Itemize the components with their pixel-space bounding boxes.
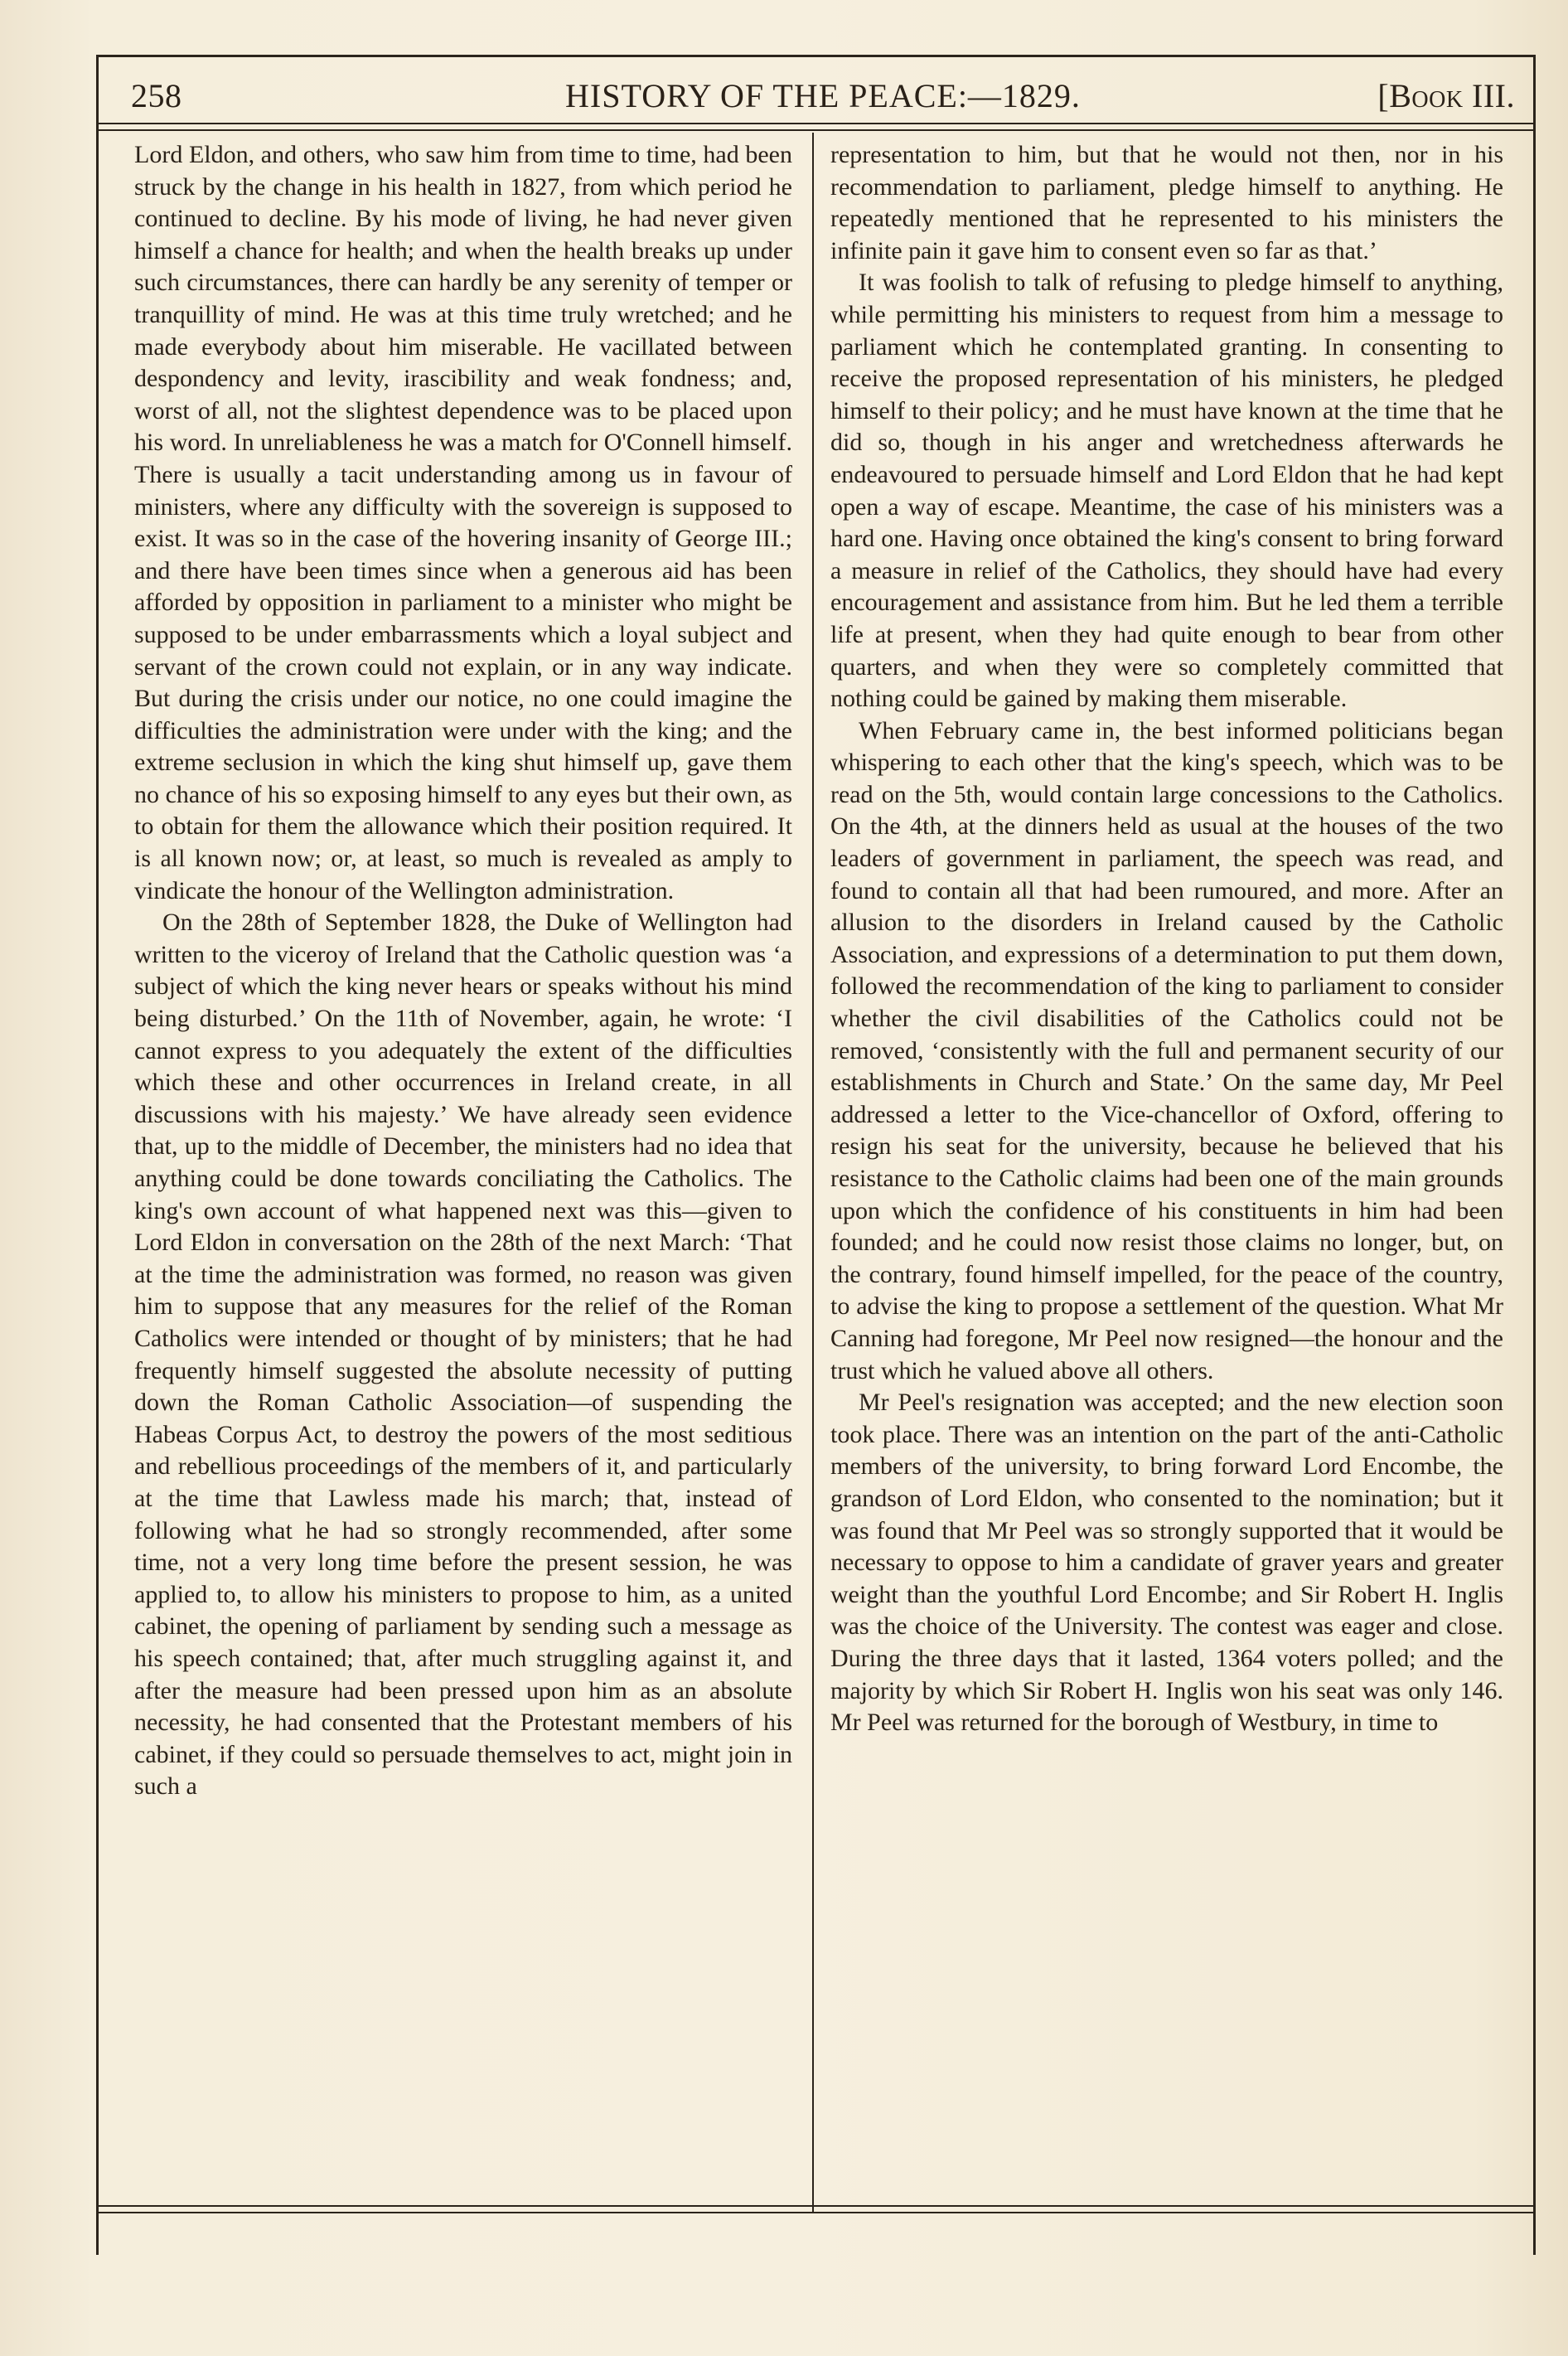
column-divider [812, 133, 814, 2213]
paragraph: When February came in, the best informed politicians began whispering to each other that the king's speech, which was to be read on the 5th, would contain large concessions to the Catholics. On the 4th, at the dinners held as usual at the houses of the two leaders of government in parliament, the speech was read, and found to contain all that had been rumoured, and more. After an allusion to the disorders in Ireland caused by the Catholic Association, and expressions of a determination to put them down, followed the recommendation of the king to parliament to consider whether the civil disabilities of the Catholics could not be removed, ‘consistently with the full and permanent security of our establishments in Church and State.’ On the same day, Mr Peel addressed a letter to the Vice-chancellor of Oxford, offering to resign his seat for the university, because he believed that his resistance to the Catholic claims had been one of the main grounds upon which the confidence of his constituents in him had been founded; and he could now resist those claims no longer, but, on the contrary, found himself impelled, for the peace of the country, to advise the king to propose a settlement of the question. What Mr Canning had foregone, Mr Peel now resigned—the honour and the trust which he valued above all others. [830, 716, 1503, 1384]
book-label: [Book III. [1377, 77, 1515, 114]
paragraph: On the 28th of September 1828, the Duke of Wellington had written to the viceroy of Ireland that the Catholic question was ‘a subject of which the king never hears or speaks without his mind being disturbed.’ On the 11th of November, again, he wrote: ‘I cannot express to you adequately the extent of the difficulties which these and other occurrences in Ireland create, in all discussions with his majesty.’ We have already seen evidence that, up to the middle of December, the ministers had no idea that anything could be done towards conciliating the Catholics. The king's own account of what happened next was this—given to Lord Eldon in conversation on the 28th of the next March: ‘That at the time the administration was formed, no reason was given him to suppose that any measures for the relief of the Roman Catholics were intended or thought of by ministers; that he had frequently himself suggested the absolute necessity of putting down the Roman Catholic Association—of suspending the Habeas Corpus Act, to destroy the powers of the most seditious and rebellious proceedings of the members of it, and particularly at the time that Lawless made his march; that, instead of following what he had so strongly recommended, after some time, not a very long time before the present session, he was applied to, to allow his ministers to propose to him, as a united cabinet, the opening of parliament by sending such a message as his speech contained; that, after much struggling against it, and after the measure had been pressed upon him as an absolute necessity, he had consented that the Protestant members of his cabinet, if they could so persuade themselves to act, might join in such a [134, 909, 792, 1801]
right-column [830, 139, 1503, 2195]
frame-top-border [96, 55, 1535, 57]
header-rule [96, 123, 1535, 131]
frame-left-border [96, 55, 99, 2255]
footer-rule [96, 2205, 1535, 2213]
paragraph: It was foolish to talk of refusing to pledge himself to anything, while permitting his ministers to request from him a message to parliament which he contemplated granting. In consenting to receive the proposed representation of his ministers, he pledged himself to their policy; and he must have known at the time that he did so, though in his anger and wretchedness afterwards he endeavoured to persuade himself and Lord Eldon that he had kept open a way of escape. Meantime, the case of his ministers was a hard one. Having once obtained the king's consent to bring forward a measure in relief of the Catholics, they should have had every encouragement and assistance from him. But he led them a terrible life at present, when they had quite enough to bear from other quarters, and when they were so completely committed that nothing could be gained by making them miserable. [830, 269, 1503, 713]
running-title: HISTORY OF THE PEACE:—1829. [565, 77, 1081, 114]
paragraph: representation to him, but that he would not then, nor in his recommendation to parliament, pledge himself to anything. He repeatedly mentioned that he represented to his ministers the infinite pain it gave him to consent even so far as that.’ [830, 141, 1503, 264]
page-number: 258 [131, 77, 182, 114]
frame-right-border [1533, 55, 1536, 2255]
running-header [131, 76, 1515, 123]
paragraph: Lord Eldon, and others, who saw him from time to time, had been struck by the change in his health in 1827, from which period he continued to decline. By his mode of living, he had never given himself a chance for health; and when the health breaks up under such circumstances, there can hardly be any serenity of temper or tranquillity of mind. He was at this time truly wretched; and he made everybody about him miserable. He vacillated between despondency and levity, irascibility and weak fondness; and, worst of all, not the slightest dependence was to be placed upon his word. In unreliableness he was a match for O'Connell himself. There is usually a tacit understanding among us in favour of ministers, where any difficulty with the sovereign is supposed to exist. It was so in the case of the hovering insanity of George III.; and there have been times since when a generous aid has been afforded by opposition in parliament to a minister who might be supposed to be under embarrassments which a loyal subject and servant of the crown could not explain, or in any way indicate. But during the crisis under our notice, no one could imagine the difficulties the administration were under with the king; and the extreme seclusion in which the king shut himself up, gave them no chance of his so exposing himself to any eyes but their own, as to obtain for them the allowance which their position required. It is all known now; or, at least, so much is revealed as amply to vindicate the honour of the Wellington administration. [134, 141, 792, 904]
left-column [134, 139, 792, 2195]
paragraph: Mr Peel's resignation was accepted; and the new election soon took place. There was an intention on the part of the anti-Catholic members of the university, to bring forward Lord Encombe, the grandson of Lord Eldon, who consented to the nomination; but it was found that Mr Peel was so strongly supported that it would be necessary to oppose to him a candidate of graver years and greater weight than the youthful Lord Encombe; and Sir Robert H. Inglis was the choice of the University. The contest was eager and close. During the three days that it lasted, 1364 voters polled; and the majority by which Sir Robert H. Inglis won his seat was only 146. Mr Peel was returned for the borough of Westbury, in time to [830, 1389, 1503, 1737]
